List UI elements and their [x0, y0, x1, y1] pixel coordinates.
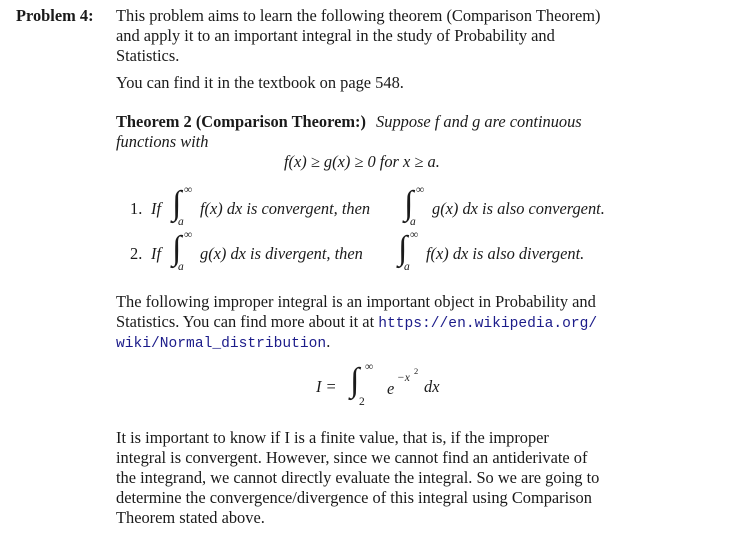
- problem-label: Problem 4:: [16, 6, 94, 25]
- item-1-text-1: f(x) dx is convergent, then: [200, 199, 371, 218]
- equation-upper-limit: ∞: [365, 361, 374, 373]
- integral-sign: ∫: [404, 185, 414, 222]
- integral-lower-limit: a: [178, 216, 184, 228]
- integral-sign: ∫: [350, 362, 360, 399]
- textbook-note: You can find it in the textbook on page 548.: [116, 73, 404, 92]
- integral-upper-limit: ∞: [410, 229, 419, 241]
- improper-line-1: The following improper integral is an important object in Probability and: [116, 292, 596, 311]
- item-1-if: If: [151, 199, 162, 218]
- integral-sign: ∫: [172, 185, 182, 222]
- intro-line-1: This problem aims to learn the following theorem (Comparison Theorem): [116, 6, 601, 25]
- item-2-text-1: g(x) dx is divergent, then: [200, 244, 363, 263]
- intro-line-3: Statistics.: [116, 46, 180, 65]
- improper-line-3: [116, 332, 330, 354]
- theorem-heading-line: [116, 112, 582, 132]
- integral-sign: ∫: [398, 230, 408, 267]
- item-2-text-2: f(x) dx is also divergent.: [426, 244, 585, 263]
- closing-line-2: integral is convergent. However, since we cannot find an antiderivate of: [116, 448, 588, 467]
- closing-line-4: determine the convergence/divergence of this integral using Comparison: [116, 488, 592, 507]
- item-1-text-2: g(x) dx is also convergent.: [432, 199, 605, 218]
- improper-line-2: [116, 312, 597, 334]
- url-period: .: [326, 332, 331, 351]
- theorem-statement-1: Suppose f and g are continuous: [376, 112, 582, 131]
- integral-sign: ∫: [172, 230, 182, 267]
- closing-line-1: It is important to know if I is a finite value, that is, if the improper: [116, 428, 549, 447]
- closing-line-3: the integrand, we cannot directly evaluate the integral. So we are going to: [116, 468, 600, 487]
- theorem-condition: f(x) ≥ g(x) ≥ 0 for x ≥ a.: [284, 152, 440, 171]
- equation-exponent-power: 2: [414, 366, 419, 376]
- integral-lower-limit: a: [178, 261, 184, 273]
- integral-lower-limit: a: [410, 216, 416, 228]
- equation-dx: dx: [424, 377, 440, 396]
- item-2-number: 2.: [130, 244, 143, 263]
- improper-line-2-text: Statistics. You can find more about it at: [116, 312, 375, 331]
- intro-line-2: and apply it to an important integral in the study of Probability and: [116, 26, 555, 45]
- wikipedia-link-continued[interactable]: wiki/Normal_distribution: [116, 336, 327, 352]
- theorem-heading: Theorem 2 (Comparison Theorem:): [116, 112, 366, 131]
- integral-upper-limit: ∞: [184, 184, 193, 196]
- equation-lower-limit: 2: [359, 396, 365, 408]
- closing-line-5: Theorem stated above.: [116, 508, 265, 527]
- integral-upper-limit: ∞: [416, 184, 425, 196]
- integral-lower-limit: a: [404, 261, 410, 273]
- integral-upper-limit: ∞: [184, 229, 193, 241]
- equation-lhs: I =: [316, 377, 337, 396]
- equation-base: e: [387, 379, 395, 398]
- equation-exponent: −x: [397, 372, 410, 384]
- item-2-if: If: [151, 244, 162, 263]
- wikipedia-link[interactable]: https://en.wikipedia.org/: [378, 316, 598, 332]
- theorem-statement-2: functions with: [116, 132, 209, 151]
- item-1-number: 1.: [130, 199, 143, 218]
